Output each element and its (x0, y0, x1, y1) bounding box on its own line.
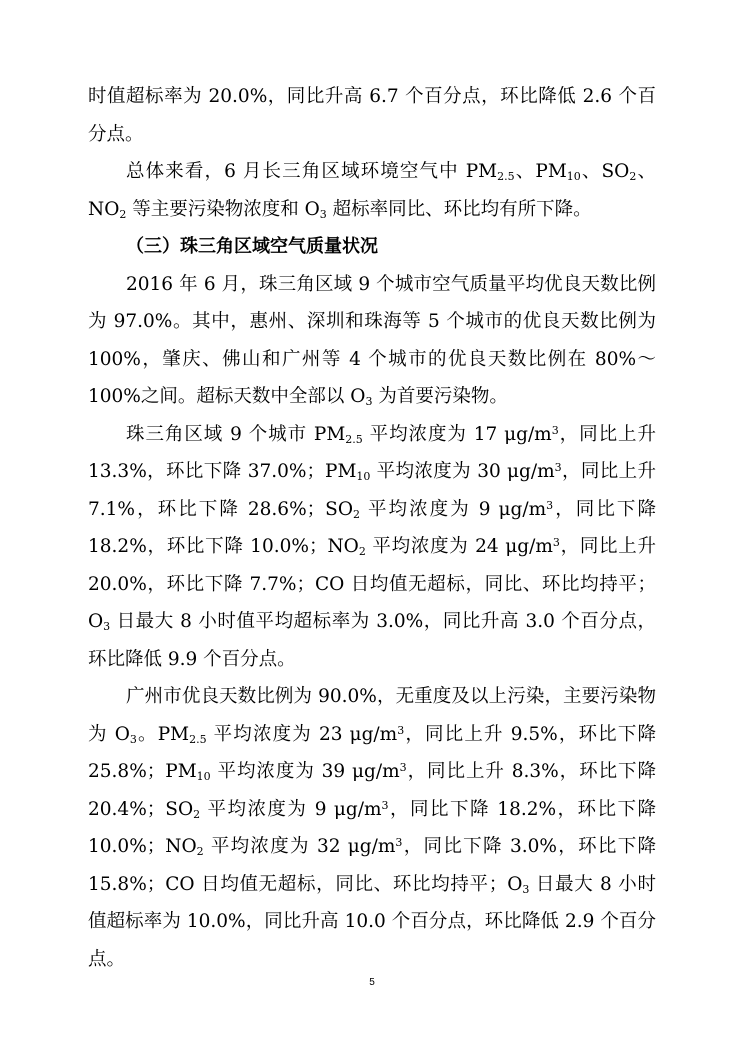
document-body (88, 78, 656, 978)
paragraph-prd-pollutants: 珠三角区域 9 个城市 $PM_{2.5}$ 平均浓度为 17 $\mu g/m^3$，同比上升 13.3%，环比下降 37.0%；$PM_{10}$ 平均浓度为 30 $\mu g/m^3$，同比上升 7.1%，环比下降 28.6%；$SO_2$ 平均浓度为 9 $\mu g/m^3$，同比下降 18.2%，环比下降 10.0%；$NO_2$ 平均浓度为 24 $\mu g/m^3$，同比上升 20.0%，环比下降 7.7%；CO 日均值无超标，同比、环比均持平；$O_3$ 日最大 8 小时值平均超标率为 3.0%，同比升高 3.0 个百分点，环比降低 9.9 个百分点。 (88, 423, 656, 670)
paragraph-guangzhou: 广州市优良天数比例为 90.0%，无重度及以上污染，主要污染物为 $O_3$。$PM_{2.5}$ 平均浓度为 23 $\mu g/m^3$，同比上升 9.5%，环比下降 25.8%；$PM_{10}$ 平均浓度为 39 $\mu g/m^3$，同比上升 8.3%，环比下降 20.4%；$SO_2$ 平均浓度为 9 $\mu g/m^3$，同比下降 18.2%，环比下降 10.0%；$NO_2$ 平均浓度为 32 $\mu g/m^3$，同比下降 3.0%，环比下降 15.8%；CO 日均值无超标，同比、环比均持平；$O_3$ 日最大 8 小时值超标率为 10.0%，同比升高 10.0 个百分点，环比降低 2.9 个百分点。 (88, 686, 656, 970)
paragraph-yangtze-o3-rate: 时值超标率为 20.0%，同比升高 6.7 个百分点，环比降低 2.6 个百分点。 (88, 86, 656, 145)
section-heading-pearl-river-delta: （三）珠三角区域空气质量状况 (126, 236, 378, 257)
paragraph-prd-good-days: 2016 年 6 月，珠三角区域 9 个城市空气质量平均优良天数比例为 97.0%。其中，惠州、深圳和珠海等 5 个城市的优良天数比例为 100%，肇庆、佛山和广州等 4 个城市的优良天数比例在 80%～100%之间。超标天数中全部以 $O_3$ 为首要污染物。 (88, 273, 656, 408)
page-number: 5 (369, 977, 375, 988)
paragraph-yangtze-summary: 总体来看，6 月长三角区域环境空气中 $PM_{2.5}$、$PM_{10}$、$SO_2$、$NO_2$ 等主要污染物浓度和 $O_3$ 超标率同比、环比均有所下降。 (88, 161, 656, 221)
